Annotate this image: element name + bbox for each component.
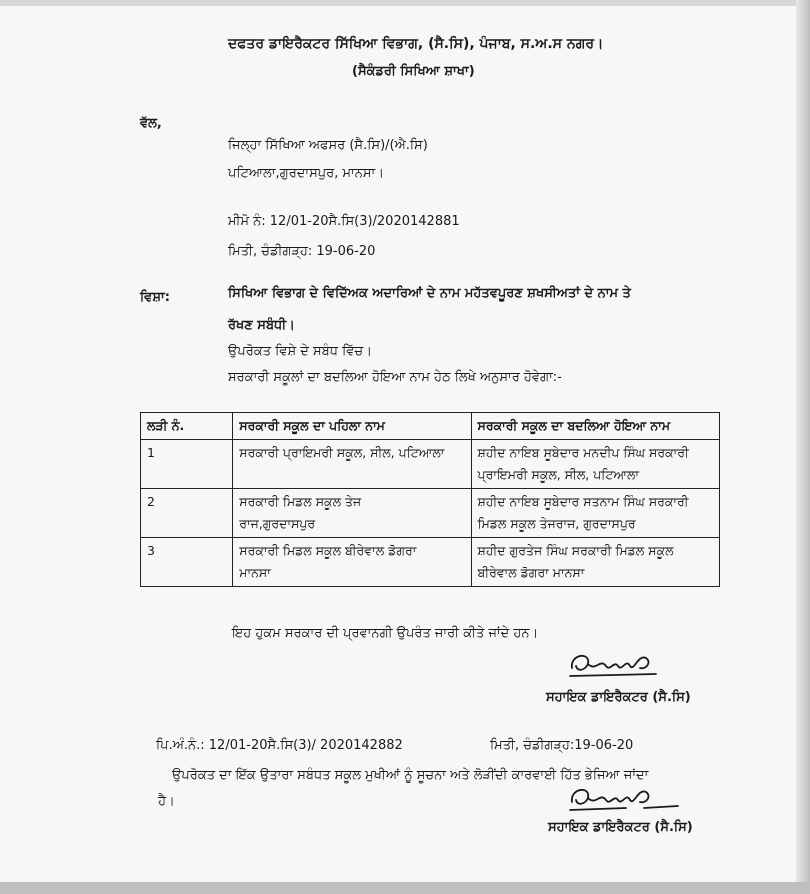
endorsement-number: ਪਿ.ਅੰ.ਨੰ.: 12/01-20ਸੈ.ਸਿ(3)/ 2020142882 (156, 738, 403, 753)
endorsement-line-2: ਹੈ। (158, 794, 175, 809)
office-heading: ਦਫਤਰ ਡਾਇਰੈਕਟਰ ਸਿੱਖਿਆ ਵਿਭਾਗ, (ਸੈ.ਸਿ), ਪੰਜਾਬ, ਸ.ਅ.ਸ ਨਗਰ। (228, 36, 604, 52)
new-name-line-2: ਪ੍ਰਾਇਮਰੀ ਸਕੂਲ, ਸੀਲ, ਪਟਿਆਲਾ (477, 467, 639, 482)
new-name-line-2: ਮਿਡਲ ਸਕੂਲ ਤੇਜਰਾਜ, ਗੁਰਦਾਸਪੁਰ (477, 516, 636, 531)
address-to: ਵੱਲ, (140, 116, 162, 131)
cell-new-name (471, 489, 719, 538)
cell-old-name (233, 489, 471, 538)
new-name-line-1: ਸ਼ਹੀਦ ਨਾਇਬ ਸੂਬੇਦਾਰ ਮਨਦੀਪ ਸਿੰਘ ਸਰਕਾਰੀ (477, 445, 689, 460)
cell-old-name (233, 538, 471, 587)
cell-old-name (233, 440, 471, 489)
signature-mark-2 (566, 778, 686, 818)
cell-new-name (471, 538, 719, 587)
cell-serial: 2 (141, 489, 233, 538)
memo-date: ਮਿਤੀ, ਚੰਡੀਗੜ੍ਹ: 19-06-20 (228, 244, 376, 259)
subject-line-1: ਸਿਖਿਆ ਵਿਭਾਗ ਦੇ ਵਿਦਿੱਅਕ ਅਦਾਰਿਆਂ ਦੇ ਨਾਮ ਮਹੱਤਵਪੂਰਣ ਸ਼ਖਸੀਅਤਾਂ ਦੇ ਨਾਮ ਤੇ (228, 286, 631, 301)
table-row (141, 489, 720, 538)
endorsement-date: ਮਿਤੀ, ਚੰਡੀਗੜ੍ਹ:19-06-20 (490, 738, 634, 753)
old-name-line-2: ਮਾਨਸਾ (239, 565, 271, 580)
cell-serial: 3 (141, 538, 233, 587)
subject-label: ਵਿਸ਼ਾ: (140, 290, 170, 305)
cell-serial: 1 (141, 440, 233, 489)
signature-mark-1 (566, 646, 666, 684)
table-row (141, 440, 720, 489)
photo-edge-right (796, 0, 810, 894)
header-old-name: ਸਰਕਾਰੀ ਸਕੂਲ ਦਾ ਪਹਿਲਾ ਨਾਮ (233, 413, 471, 440)
memo-number: ਮੀਮੋ ਨੰ: 12/01-20ਸੈ.ਸਿ(3)/2020142881 (228, 214, 460, 229)
old-name-line-2: ਰਾਜ,ਗੁਰਦਾਸਪੁਰ (239, 516, 316, 531)
old-name-line-1: ਸਰਕਾਰੀ ਮਿਡਲ ਸਕੂਲ ਬੀਰੇਵਾਲ ਡੋਗਰਾ (239, 543, 417, 558)
branch-heading: (ਸੈਕੰਡਰੀ ਸਿਖਿਆ ਸ਼ਾਖਾ) (352, 64, 475, 79)
old-name-text: ਸਰਕਾਰੀ ਪ੍ਰਾਇਮਰੀ ਸਕੂਲ, ਸੀਲ, ਪਟਿਆਲਾ (239, 445, 445, 460)
cell-new-name (471, 440, 719, 489)
header-serial: ਲੜੀ ਨੰ. (141, 413, 233, 440)
body-line-2: ਸਰਕਾਰੀ ਸਕੂਲਾਂ ਦਾ ਬਦਲਿਆ ਹੋਇਆ ਨਾਮ ਹੇਠ ਲਿਖੇ ਅਨੁਸਾਰ ਹੋਵੇਗਾ:- (228, 370, 562, 385)
school-rename-table (140, 412, 720, 587)
new-name-line-1: ਸ਼ਹੀਦ ਨਾਇਬ ਸੂਬੇਦਾਰ ਸਤਨਾਮ ਸਿੰਘ ਸਰਕਾਰੀ (477, 494, 689, 509)
old-name-line-1: ਸਰਕਾਰੀ ਮਿਡਲ ਸਕੂਲ ਤੇਜ (239, 494, 362, 509)
header-new-name: ਸਰਕਾਰੀ ਸਕੂਲ ਦਾ ਬਦਲਿਆ ਹੋਇਆ ਨਾਮ (471, 413, 719, 440)
order-note: ਇਹ ਹੁਕਮ ਸਰਕਾਰ ਦੀ ਪ੍ਰਵਾਨਗੀ ਉਪਰੰਤ ਜਾਰੀ ਕੀਤੇ ਜਾਂਦੇ ਹਨ। (232, 626, 539, 641)
endorsement-line-1: ਉਪਰੋਕਤ ਦਾ ਇੱਕ ਉਤਾਰਾ ਸਬੰਧਤ ਸਕੂਲ ਮੁਖੀਆਂ ਨੂੰ ਸੂਚਨਾ ਅਤੇ ਲੋੜੀਂਦੀ ਕਾਰਵਾਈ ਹਿੱਤ ਭੇਜਿਆ ਜਾਂਦਾ (172, 768, 649, 783)
subject-line-2: ਰੱਖਣ ਸਬੰਧੀ। (228, 318, 295, 333)
new-name-line-2: ਬੀਰੇਵਾਲ ਡੋਗਰਾ ਮਾਨਸਾ (477, 565, 585, 580)
photo-edge-top (0, 0, 810, 6)
body-line-1: ਉਪਰੋਕਤ ਵਿਸ਼ੇ ਦੇ ਸਬੰਧ ਵਿੱਚ। (228, 344, 372, 359)
address-districts: ਪਟਿਆਲਾ,ਗੁਰਦਾਸਪੁਰ, ਮਾਨਸਾ। (228, 166, 385, 181)
signatory-title-2: ਸਹਾਇਕ ਡਾਇਰੈਕਟਰ (ਸੈ.ਸਿ) (548, 820, 693, 835)
address-recipient: ਜਿਲ੍ਹਾ ਸਿੱਖਿਆ ਅਫਸਰ (ਸੈ.ਸਿ)/(ਐ.ਸਿ) (228, 138, 428, 153)
signatory-title-1: ਸਹਾਇਕ ਡਾਇਰੈਕਟਰ (ਸੈ.ਸਿ) (546, 690, 691, 705)
table-row (141, 538, 720, 587)
new-name-line-1: ਸ਼ਹੀਦ ਗੁਰਤੇਜ ਸਿੰਘ ਸਰਕਾਰੀ ਮਿਡਲ ਸਕੂਲ (477, 543, 674, 558)
table-header-row (141, 413, 720, 440)
photo-edge-bottom (0, 882, 810, 894)
